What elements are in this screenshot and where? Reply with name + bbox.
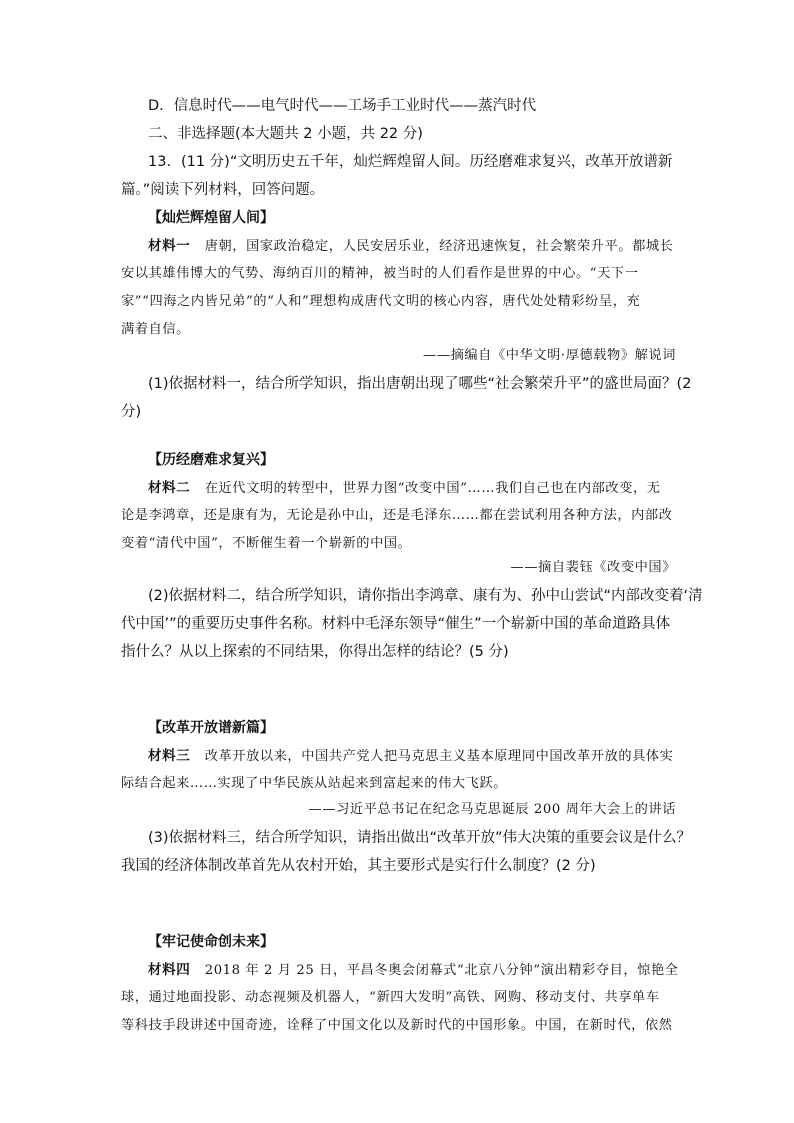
question-13-stem: 13．(11 分)“文明历史五千年，灿烂辉煌留人间。历经磨难求复兴，改革开放谱新 [148, 154, 673, 170]
material-2-text: 在近代文明的转型中，世界力图“改变中国”……我们自己也在内部改变，无 [204, 481, 661, 496]
material-4-line-1 [148, 960, 678, 981]
material-2-source: ——摘自裴钰《改变中国》 [510, 560, 676, 575]
material-4-label: 材料四 [148, 962, 191, 978]
heading-1: 【灿烂辉煌留人间】 [148, 210, 274, 226]
question-13-stem-cont: 篇。”阅读下列材料，回答问题。 [121, 182, 325, 198]
material-3-label: 材料三 [148, 748, 191, 764]
sub-question-2: (2)依据材料二，结合所学知识，请你指出李鸿章、康有为、孙中山尝试“内部改变着‘清 [148, 588, 703, 604]
material-1-line-3: 家”“四海之内皆兄弟”的“人和”理想构成唐代文明的核心内容，唐代处处精彩纷呈，充 [121, 294, 641, 309]
material-2-label: 材料二 [148, 480, 191, 496]
material-1-line-1 [148, 236, 678, 257]
material-4-text: 2018 年 2 月 25 日，平昌冬奥会闭幕式“北京八分钟”演出精彩夺目，惊艳全 [204, 963, 679, 978]
option-d: D．信息时代——电气时代——工场手工业时代——蒸汽时代 [148, 98, 537, 114]
sub-question-2-cont-1: 代中国’”的重要历史事件名称。材料中毛泽东领导“催生”一个崭新中国的革命道路具体 [121, 616, 671, 632]
material-1-label: 材料一 [148, 238, 191, 254]
material-3-source: ——习近平总书记在纪念马克思诞辰 200 周年大会上的讲话 [308, 802, 676, 817]
material-3-text: 改革开放以来，中国共产党人把马克思主义基本原理同中国改革开放的具体实 [204, 749, 674, 764]
material-1-text: 唐朝，国家政治稳定，人民安居乐业，经济迅速恢复，社会繁荣升平。都城长 [204, 239, 674, 254]
material-1-line-4: 满着自信。 [121, 322, 190, 337]
sub-question-1-cont: 分) [121, 404, 142, 420]
sub-question-3: (3)依据材料三，结合所学知识，请指出做出“改革开放”伟大决策的重要会议是什么？ [148, 830, 692, 846]
sub-question-2-cont-2: 指什么？从以上探索的不同结果，你得出怎样的结论？(5 分) [121, 644, 509, 660]
material-2-line-2: 论是李鸿章，还是康有为，无论是孙中山，还是毛泽东……都在尝试利用各种方法，内部改 [121, 508, 673, 523]
heading-4: 【牢记使命创未来】 [148, 934, 274, 950]
material-3-line-2: 际结合起来……实现了中华民族从站起来到富起来的伟大飞跃。 [121, 776, 508, 791]
material-1-line-2: 安以其雄伟博大的气势、海纳百川的精神，被当时的人们看作是世界的中心。“天下一 [121, 266, 639, 281]
material-4-line-3: 等科技手段讲述中国奇迹，诠释了中国文化以及新时代的中国形象。中国，在新时代，依然 [121, 1018, 673, 1033]
material-4-line-2: 球，通过地面投影、动态视频及机器人，“新四大发明”高铁、网购、移动支付、共享单车 [121, 990, 660, 1005]
sub-question-3-cont: 我国的经济体制改革首先从农村开始，其主要形式是实行什么制度？(2 分) [121, 858, 596, 874]
material-3-line-1 [148, 746, 678, 767]
sub-question-1: (1)依据材料一，结合所学知识，指出唐朝出现了哪些“社会繁荣升平”的盛世局面？(2 [148, 376, 692, 392]
heading-2: 【历经磨难求复兴】 [148, 452, 274, 468]
heading-3: 【改革开放谱新篇】 [148, 720, 274, 736]
material-1-source: ——摘编自《中华文明·厚德载物》解说词 [423, 348, 676, 363]
material-2-line-3: 变着“清代中国”，不断催生着一个崭新的中国。 [121, 536, 412, 551]
material-2-line-1 [148, 478, 678, 499]
section-two-title: 二、非选择题(本大题共 2 小题，共 22 分) [148, 126, 423, 142]
